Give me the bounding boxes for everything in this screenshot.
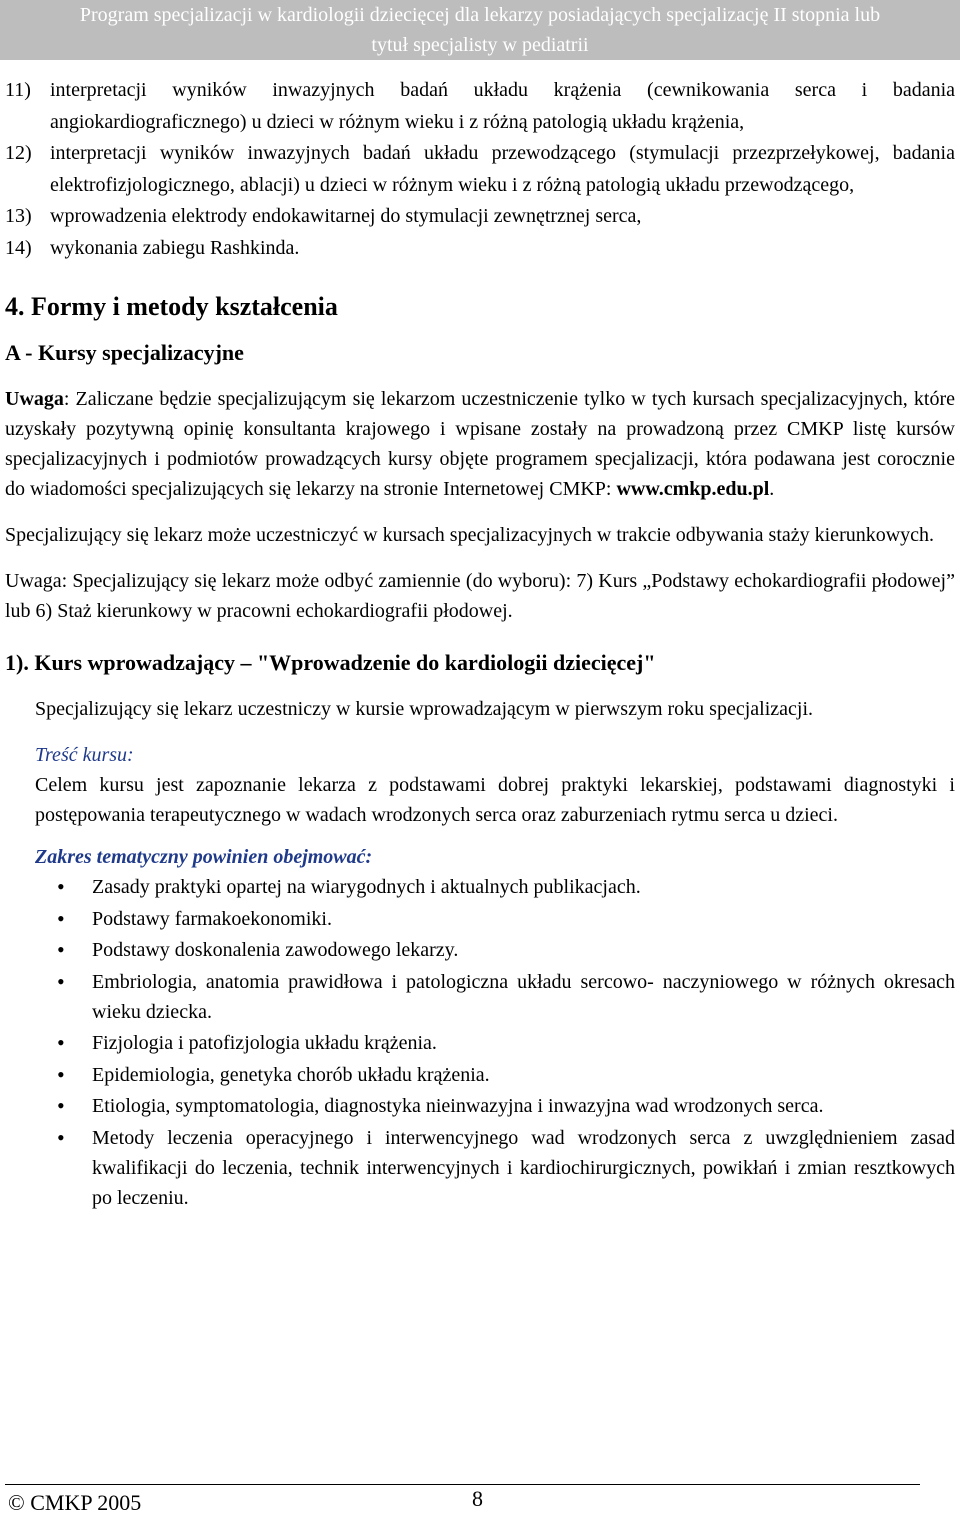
note-end: . [769, 478, 775, 500]
page-header [0, 0, 960, 60]
item-text: wprowadzenia elektrody endokawitarnej do stymulacji zewnętrznej serca, [50, 205, 642, 227]
course-scope-label: Zakres tematyczny powinien obejmować: [35, 846, 373, 868]
list-item [5, 233, 955, 265]
item-number: 13) [5, 205, 32, 227]
scope-bullet-list [35, 872, 955, 1213]
section-title: 4. Formy i metody kształcenia [5, 292, 338, 321]
bullet-item: • Podstawy farmakoekonomiki. [35, 904, 955, 934]
course-title: 1). Kurs wprowadzający – "Wprowadzenie do kardiologii dziecięcej" [5, 650, 656, 675]
list-item [5, 201, 955, 233]
item-text: interpretacji wyników inwazyjnych badań układu przewodzącego (stymulacji przezprzełykowej, badania elektrofizjologicznego, ablacji) u dzieci w różnym wieku i z różną patologią układu przewodzącego, [50, 142, 955, 196]
course-content-label: Treść kursu: [35, 744, 134, 766]
course-intro: Specjalizujący się lekarz uczestniczy w kursie wprowadzającym w pierwszym roku specjalizacji. [35, 698, 814, 720]
note-paragraph [5, 384, 955, 504]
bullet-item: • Podstawy doskonalenia zawodowego lekarzy. [35, 935, 955, 965]
note-label: Uwaga [5, 388, 64, 410]
header-line-2: tytuł specjalisty w pediatrii [371, 34, 589, 56]
paragraph-uwaga: Uwaga: Specjalizujący się lekarz może odbyć zamiennie (do wyboru): 7) Kurs „Podstawy echokardiografii płodowej” lub 6) Staż kierunkowy w pracowni echokardiografii płodowej. [5, 570, 955, 622]
note-text: : Zaliczane będzie specjalizującym się lekarzom uczestniczenie tylko w tych kursach specjalizacyjnych, które uzyskały pozytywną opinię konsultanta krajowego i wpisane zostały na prowadzoną przez CMKP listę kursów specjalizacyjnych i podmiotów prowadzących kursy objęte programem specjalizacji, która podawana jest corocznie do wiadomości specjalizujących się lekarzy na stronie Internetowej CMKP: [5, 388, 955, 500]
item-text: wykonania zabiegu Rashkinda. [50, 236, 300, 259]
item-number: 12) [5, 142, 32, 164]
item-number: 11) [5, 79, 31, 101]
page-number: 8 [472, 1486, 483, 1511]
bullet-item: • Epidemiologia, genetyka chorób układu krążenia. [35, 1060, 955, 1090]
header-line-1: Program specjalizacji w kardiologii dziecięcej dla lekarzy posiadających specjalizację II stopnia lub [79, 4, 881, 26]
bullet-item: • Etiologia, symptomatologia, diagnostyka nieinwazyjna i inwazyjna wad wrodzonych serca. [35, 1091, 955, 1121]
list-item [5, 75, 955, 138]
footer-divider [5, 1484, 920, 1485]
section-subtitle: A - Kursy specjalizacyjne [5, 340, 244, 365]
document-body [5, 75, 955, 1214]
item-number: 14) [5, 236, 32, 259]
numbered-list [5, 75, 955, 264]
course-details [5, 694, 955, 1213]
bullet-item: • Zasady praktyki opartej na wiarygodnych i aktualnych publikacjach. [35, 872, 955, 902]
bullet-item: • Embriologia, anatomia prawidłowa i patologiczna układu sercowo- naczyniowego w różnych okresach wieku dziecka. [35, 967, 955, 1027]
course-content-text: Celem kursu jest zapoznanie lekarza z podstawami dobrej praktyki lekarskiej, podstawami diagnostyki i postępowania terapeutycznego w wadach wrodzonych serca oraz zaburzeniach rytmu serca u dzieci. [35, 774, 955, 826]
item-text: interpretacji wyników inwazyjnych badań układu krążenia (cewnikowania serca i badania angiokardiograficznego) u dzieci w różnym wieku i z różną patologią układu krążenia, [50, 79, 955, 133]
paragraph-staze: Specjalizujący się lekarz może uczestniczyć w kursach specjalizacyjnych w trakcie odbywania staży kierunkowych. [5, 524, 935, 546]
list-item [5, 138, 955, 201]
bullet-item: • Metody leczenia operacyjnego i interwencyjnego wad wrodzonych serca z uwzględnieniem zasad kwalifikacji do leczenia, technik interwencyjnych i kardiochirurgicznych, powikłań i zmian resztkowych po leczeniu. [35, 1123, 955, 1213]
bullet-item: • Fizjologia i patofizjologia układu krążenia. [35, 1028, 955, 1058]
cmkp-link[interactable]: www.cmkp.edu.pl [616, 478, 770, 500]
footer-copyright: © CMKP 2005 [8, 1490, 142, 1515]
